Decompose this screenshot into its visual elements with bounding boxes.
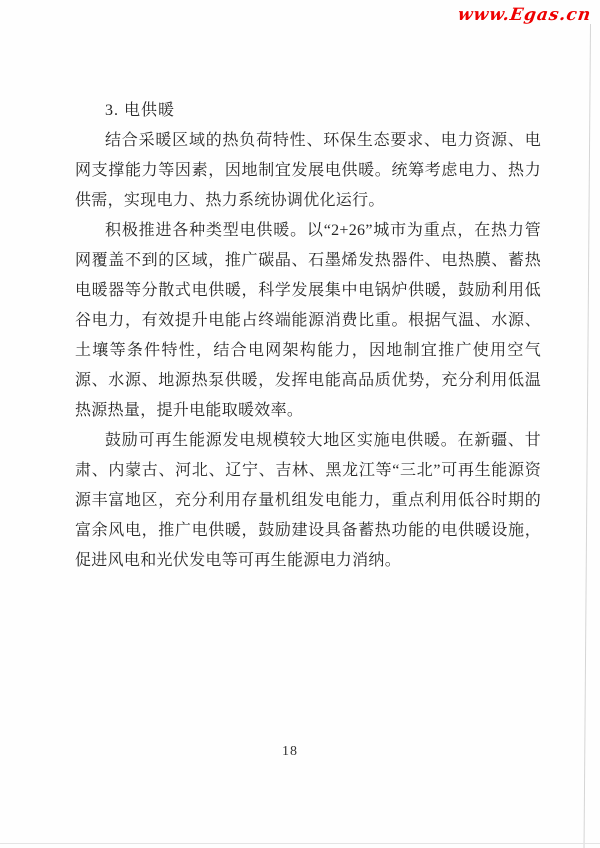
scan-artifact-bottom-line xyxy=(0,843,600,844)
document-body xyxy=(75,96,541,576)
page-number: 18 xyxy=(282,744,298,759)
section-heading: 3. 电供暖 xyxy=(105,102,176,119)
paragraph: 鼓励可再生能源发电规模较大地区实施电供暖。在新疆、甘肃、内蒙古、河北、辽宁、吉林、黑龙江等“三北”可再生能源资源丰富地区，充分利用存量机组发电能力，重点利用低谷时期的富余风电，推广电供暖，鼓励建设具备蓄热功能的电供暖设施，促进风电和光伏发电等可再生能源电力消纳。 xyxy=(75,432,541,569)
watermark-url: www.Egas.cn xyxy=(456,5,593,25)
paragraph: 结合采暖区域的热负荷特性、环保生态要求、电力资源、电网支撑能力等因素，因地制宜发展电供暖。统筹考虑电力、热力供需，实现电力、热力系统协调优化运行。 xyxy=(75,132,541,209)
scan-artifact-vertical-line xyxy=(584,24,591,848)
paragraph: 积极推进各种类型电供暖。以“2+26”城市为重点，在热力管网覆盖不到的区域，推广碳晶、石墨烯发热器件、电热膜、蓄热电暖器等分散式电供暖，科学发展集中电锅炉供暖，鼓励利用低谷电力，有效提升电能占终端能源消费比重。根据气温、水源、土壤等条件特性，结合电网架构能力，因地制宜推广使用空气源、水源、地源热泵供暖，发挥电能高品质优势，充分利用低温热源热量，提升电能取暖效率。 xyxy=(75,222,541,419)
